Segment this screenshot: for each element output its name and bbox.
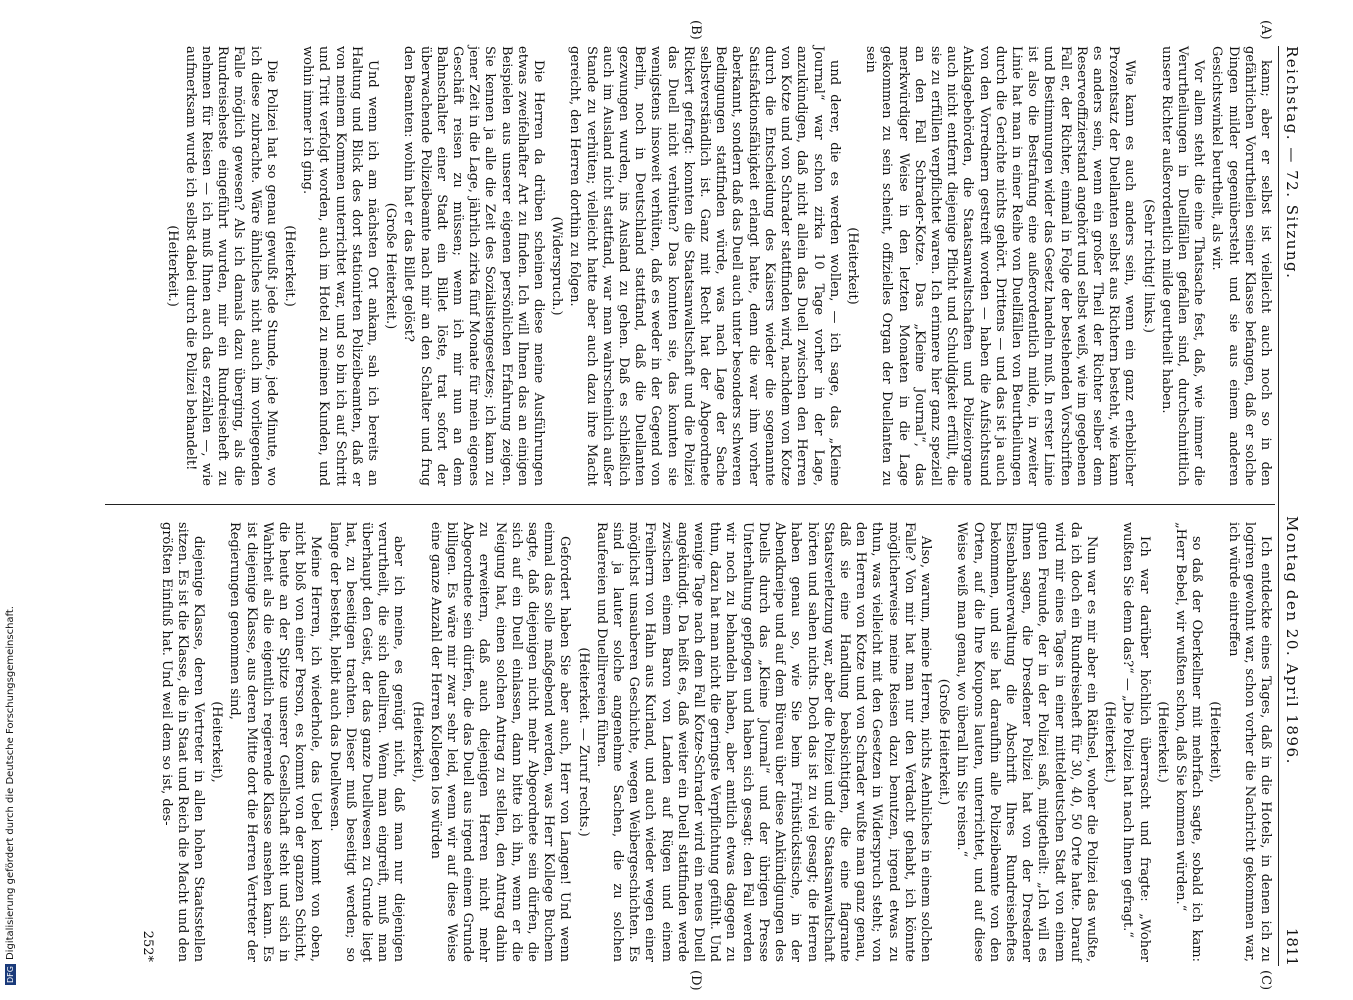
interjection: (Große Heiterkeit.): [383, 202, 399, 330]
interjection: (Heiterkeit.): [164, 225, 180, 307]
interjection: (Heiterkeit),: [409, 701, 425, 783]
paragraph: Die Herren da drüben scheinen diese meine Ausführungen etwas zweifelhafter Art zu finden. Ich will Ihnen das an einigen Beispielen aus unserer eigenen persönlichen Erfahrung zeigen. Sie kennen ja alle die Zeit des Sozialistengesetzes; ich kann zu jener Zeit in die Lage, jährlich zirka fünf Monate für mein eigenes Geschäft reisen zu müssen; wenn ich mir nun an dem Bahnschalter einer Stadt ein Billet löste, trat sofort der überwachende Polizeibeamte nach mir an den Schalter und frug den Beamten: wohin hat er das Billet gelöst?: [401, 46, 547, 486]
paragraph: Ich war darüber höchlich überrascht und fragte: „Woher wußten Sie denn das?“ — „Die Polizei hat nach Ihnen gefragt.“: [1120, 522, 1152, 962]
paragraph: Die Polizei hat so genau gewußt jede Stunde, jede Minute, wo ich diese zubrachte. Wäre ähnliches nicht auch im vorliegenden Falle möglich gewesen? Als ich damals dazu überging, als die Rundreiseheste eingeführt wurden, mir ein Rundreiseheft zu nehmen für Reisen — ich muß Ihnen auch das erzählen —, wie aufmerksam wurde ich selbst dabei durch die Polizei behandelt!: [182, 46, 279, 486]
header-date: Montag den 20. April 1896.: [1283, 516, 1301, 765]
interjection: (Heiterkeit.): [1154, 701, 1170, 783]
funding-footer: [2, 0, 20, 1000]
paragraph: Wie kann es auch anders sein, wenn ein ganz erheblicher Prozentsatz der Duellanten selbst aus Richtern besteht, wie kann es anders sein, wenn ein großer Theil der Richter selber dem Reserveoffizierstand angehört und selbst weiß, wie im gegebenen Fall er, der Richter, einmal in Folge der bestehenden Vorschriften und Bestimmungen wider das Gesetz handeln muß. In erster Linie ist also die Bestrafung eine außerordentlich milde, in zweiter Linie hat man in einer Reihe von Duellfällen von Beurtheilungen durch die Gerichte nichts gehört. Drittens — und das ist ja auch von den Vorrednern gestreift worden — haben die Aufsichtsund Anklagebehörden, die Staatsanwaltschaften und Polizeiorgane auch nicht entfernt diejenige Pflicht und Schuldigkeit erfüllt, die sie zu erfüllen verpflichtet waren. Ich erinnere hier ganz speziell an den Fall Schrader-Kotze. Das „Kleine Journal“, das merkwürdiger Weise in den letzten Monaten in die Lage gekommen zu sein scheint, offizielles Organ der Duellanten zu sein: [863, 46, 1138, 486]
paragraph: Und wenn ich am nächsten Ort ankam, sah ich bereits an Haltung und Blick des dort stationirten Polizeibeamten, daß er von meinem Kommen unterrichtet war, und so bin ich auf Schritt und Tritt verfolgt worden, auch im Hotel zu meinen Kunden, und wohin immer ich ging.: [300, 46, 381, 486]
paragraph: Gefordert haben Sie aber auch, Herr von Langen! Und wenn einmal das solle maßgebend werden, was Herr Kollege Buchem sagte, daß diejenigen nicht mehr Abgeordnete sein dürfen, die sich auf ein Duell einlassen, dann bitte ich ihn, wenn er die Neigung hat, einen solchen Antrag zu stellen, den Antrag dahin zu erweitern, daß auch diejenigen Herren nicht mehr Abgeordnete sein dürfen, die das Duell aus irgend einem Grunde billigen. Es wäre mir zwar sehr leid, wenn wir auf diese Weise eine ganze Anzahl der Herren Kollegen los würden: [427, 522, 573, 962]
paragraph: kann; aber er selbst ist vielleicht auch noch so in den gefährlichen Vorurtheilen seiner Klasse befangen, daß er solche Dingen milder gegenübersteht und sie aus einem anderen Gesichtswinkel beurtheilt, als wir.: [1209, 46, 1273, 486]
interjection: (Heiterkeit),: [209, 701, 225, 783]
header-session: Reichstag. — 72. Sitzung.: [1283, 46, 1301, 280]
rotated-page-content: [88, 20, 1303, 991]
interjection: (Heiterkeit.): [1102, 701, 1118, 783]
paragraph: aber ich meine, es genügt nicht, daß man nur diejenigen verurtheilt, die sich duelliren. Wenn man eingreift, muß man überhaupt den Geist, der das ganze Duellwesen zu Grunde liegt hat, zu beseitigen trachten. Dieser muß beseitigt werden; so lange der besteht, bleibt auch das Duellwesen.: [326, 522, 407, 962]
paragraph: und derer, die es werden wollen, — ich sage, das „Kleine Journal“ war schon zirka 10 Tage vorher in der Lage, anzukündigen, daß nicht allein das Duell zwischen den Herren von Kotze und von Schrader stattfinden wird, nachdem von Kotze durch die Entscheidung des Kaisers wieder die sogenannte Satisfaktionsfähigkeit erlangt hatte, denn die war ihm vorher aberkannt, sondern daß das Duell auch unter besonders schweren Bedingungen stattfinden würde, was nach Lage der Sache selbstverständlich ist. Ganz mit Recht hat der Abgeordnete Rickert gefragt: konnten die Staatsanwaltschaft und die Polizei das Duell nicht verhüten? Das konnten sie, das konnten sie wenigstens insoweit verhüten, daß es weder in der Gegend von Berlin, noch in Deutschland stattfand, daß die Duellanten gezwungen wurden, ins Ausland zu gehen. Daß es schließlich auch im Ausland nicht stattfand, war man wahrscheinlich außer Stande zu verhüten; vielleicht hatte aber auch dazu ihre Macht gereicht, den Herren dorthin zu folgen.: [567, 46, 842, 486]
interjection: (Sehr richtig! links.): [1140, 199, 1156, 333]
funding-note: Digitalisierung gefördert durch die Deutsche Forschungsgemeinschaft.: [5, 606, 16, 961]
left-column: [161, 46, 1273, 486]
header-rule: [1278, 46, 1279, 966]
margin-marker-a: (A): [1258, 20, 1273, 40]
interjection: (Heiterkeit. — Zuruf rechts.): [575, 647, 591, 837]
header-page-number: 1811: [1283, 927, 1301, 966]
paragraph: Ich entdeckte eines Tages, daß in die Hotels, in denen ich zu logiren gewohnt war, schon vorher die Nachricht gekommen war, ich würde eintreffen: [1225, 522, 1273, 962]
dfg-logo: DFG: [6, 966, 15, 983]
paragraph: Also, warum, meine Herren, nichts Aehnliches in einem solchen Falle? Von mir hat man nur den Verdacht gehabt, ich könnte möglicherweise meine Reisen dazu benutzen, irgend etwas zu thun, was vielleicht mit den Gesetzen in Widerspruch steht; von den Herren von Kotze und von Schrader wußte man ganz genau, daß sie eine Handlung beabsichtigten, die eine flagrante Staatsverletzung war, aber die Polizei und die Staatsanwaltschaft hörten und sahen nichts. Doch das ist zu viel gesagt; die Herren haben genau so, wie Sie beim Frühstückstische, in der Abendkneipe und auf dem Büreau über diese Ankündigungen des Duells durch das „Kleine Journal“ und der übrigen Presse Unterhaltung gepflogen und haben sich gesagt: den Fall werden wir noch zu behandeln haben, aber amtlich etwas dagegen zu thun, dazu hat man nicht die geringste Verpflichtung gefühlt. Und wenige Tage nach dem Fall Kotze-Schrader wird ein neues Duell angekündigt. Da heißt es, daß weiter ein Duell stattfinden werde zwischen einem Baron von Landen auf Rügen und einem Freiherrn von Hahn aus Kurland, und auch wieder wegen einer möglichst unsauberen Geschichte, wegen Weibergeschichten. Es sind ja lauter solche angenehme Sachen, die zu solchen Raufereien und Duellirereien führen.: [593, 522, 933, 962]
column-divider: [105, 504, 1275, 505]
margin-marker-c: (C): [1258, 970, 1273, 991]
interjection: (Heiterkeit),: [1207, 701, 1223, 783]
margin-marker-b: (B): [688, 20, 703, 40]
paragraph: Nun war es mir aber ein Räthsel, woher die Polizei das wußte, da ich doch ein Rundreiseheft für 30, 40, 50 Orte hatte. Darauf wird mir eines Tages in einer mitteldeutschen Stadt von einem guten Freunde, der in der Polizei saß, mitgetheilt: „Ich will es Ihnen sagen, die Dresdener Polizei hat von der Dresdener Eisenbahnverwaltung die Abschrift Ihres Rundreiseheftes bekommen, und sie hat daraufhin alle Polizeibeamte von den Orten, auf die Ihre Koupons lauten, unterrichtet, und auf diese Weise weiß man genau, wo überall hin Sie reisen.“: [954, 522, 1099, 962]
margin-marker-d: (D): [688, 970, 703, 991]
interjection: (Große Heiterkeit.): [936, 678, 952, 806]
paragraph: so daß der Oberkellner mit mehrfach sagte, sobald ich kam: „Herr Bebel, wir wußten schon, daß Sie kommen würden.“: [1172, 522, 1205, 962]
page-header: [1281, 46, 1303, 966]
interjection: (Heiterkeit): [844, 227, 860, 305]
signature-mark: 252*: [140, 930, 156, 962]
interjection: (Heiterkeit.): [282, 225, 298, 307]
right-column: [137, 522, 1273, 962]
paragraph: diejenige Klasse, deren Vertreter in allen hohen Staatsstellen sitzen. Es ist die Klasse, die in Staat und Reich die Macht und den größten Einfluß hat. Und weil dem so ist, des-: [158, 522, 206, 962]
paragraph: Meine Herren, ich wiederhole, das Uebel kommt von oben, nicht bloß von einer Person, es kommt von der ganzen Schicht, die heute an der Spitze unserer Gesellschaft steht und sich in Wahrheit als die eigentlich regierende Klasse ansehen kann. Es ist diejenige Klasse, aus deren Mitte dort die Herren Vertreter der Regierungen genommen sind,: [227, 522, 324, 962]
interjection: (Widerspruch.): [549, 216, 565, 316]
paragraph: Vor allem steht die eine Thatsache fest, daß, wie immer die Verurtheilungen in Duellfällen gefallen sind, durchschnittlich unsere Richter außerordentlich milde geurtheilt haben.: [1158, 46, 1207, 486]
